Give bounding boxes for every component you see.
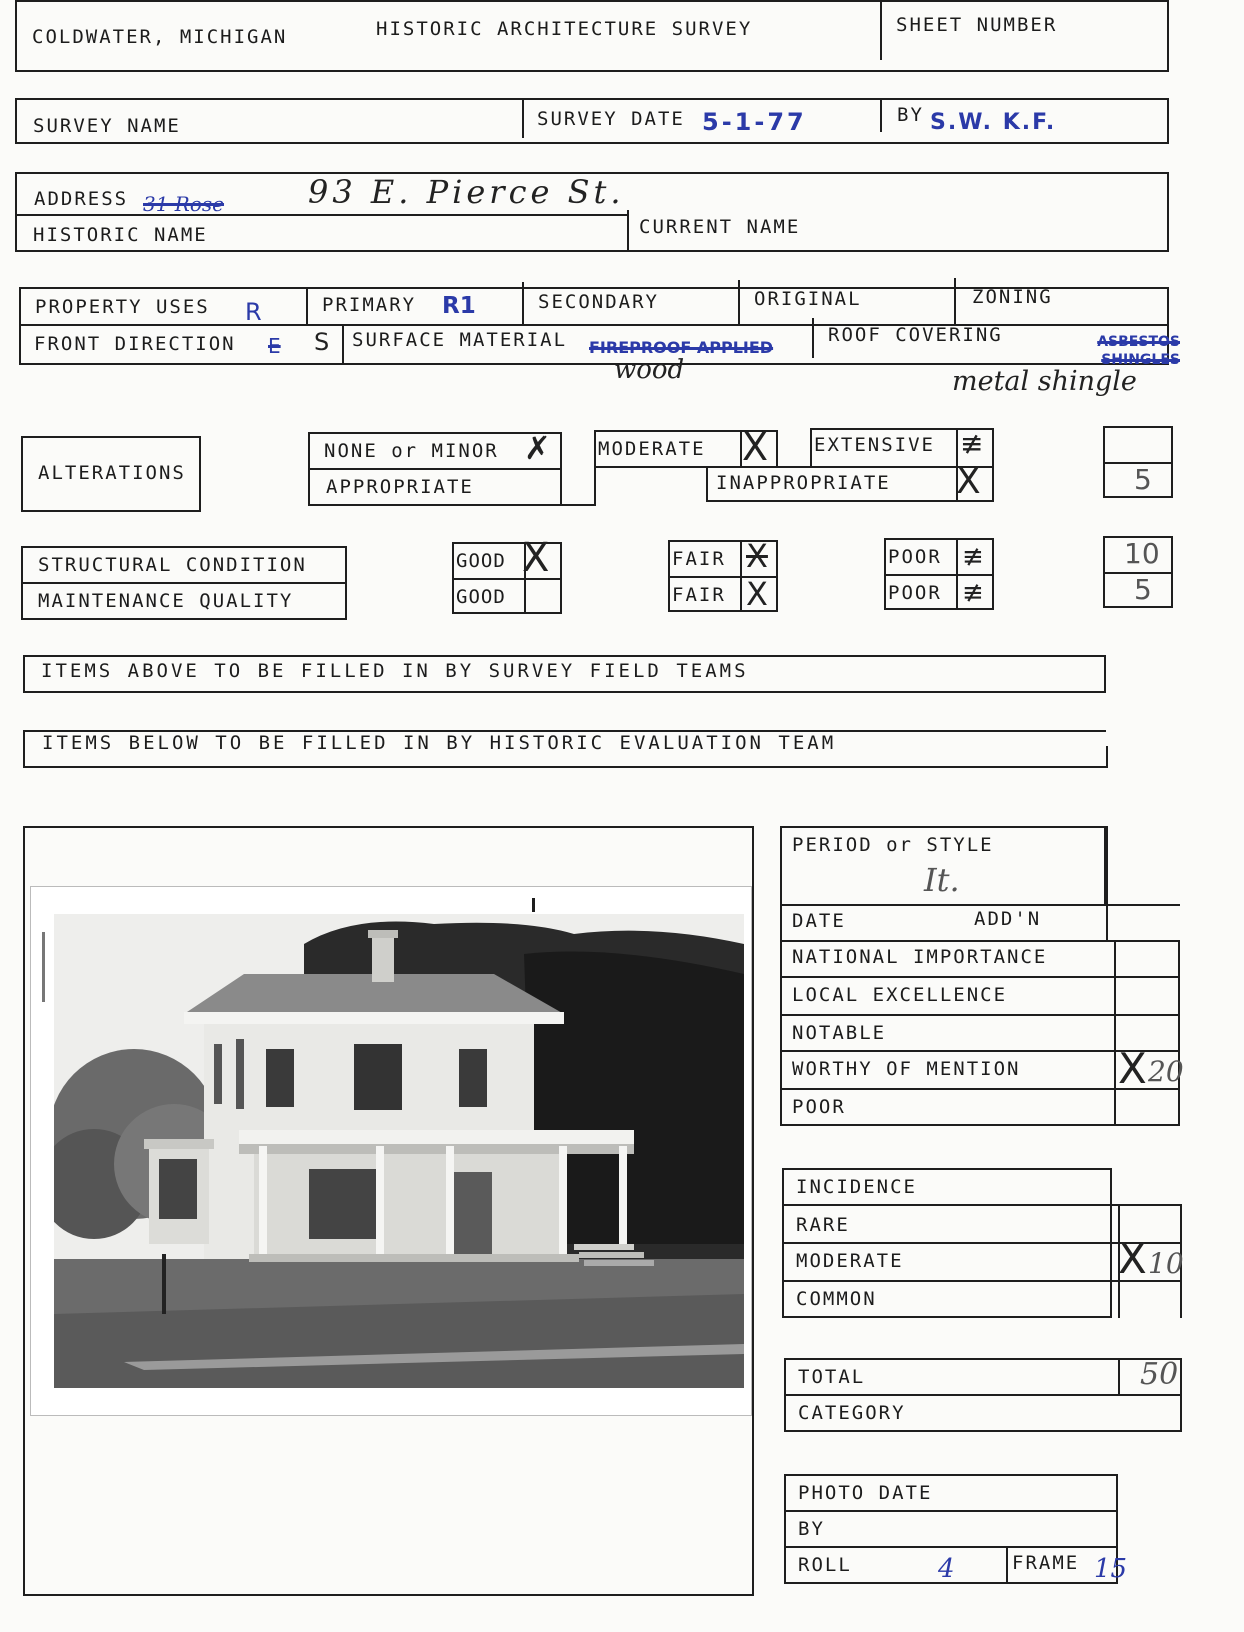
maintenance-fair-mark: X <box>746 575 768 613</box>
property-div-5 <box>342 324 344 364</box>
photo-info-div <box>1006 1546 1008 1584</box>
national-importance-label: NATIONAL IMPORTANCE <box>792 946 1048 968</box>
photo-clip-left <box>42 932 45 1002</box>
category-label: CATEGORY <box>798 1402 906 1424</box>
primary-value: R1 <box>442 293 476 319</box>
alt-score: 5 <box>1134 463 1152 496</box>
structural-score: 10 <box>1124 537 1160 570</box>
total-value: 50 <box>1140 1357 1179 1392</box>
surface-material-value: wood <box>614 355 685 385</box>
house-photograph <box>54 914 744 1388</box>
maintenance-fair-label: FAIR <box>672 584 726 606</box>
alt-div-3 <box>594 430 596 506</box>
header-divider <box>880 0 882 60</box>
eval-poor-label: POOR <box>792 1096 846 1118</box>
alt-div-9 <box>706 466 708 502</box>
survey-name-label: SURVEY NAME <box>33 115 181 137</box>
note-2-right <box>1106 746 1108 768</box>
incidence-moderate-label: MODERATE <box>796 1250 904 1272</box>
field-teams-note: ITEMS ABOVE TO BE FILLED IN BY SURVEY FIELD TEAMS <box>41 660 749 682</box>
structural-good-label: GOOD <box>456 550 506 572</box>
survey-date-label: SURVEY DATE <box>537 108 685 130</box>
photo-clip-top <box>532 898 535 912</box>
alt-moderate: MODERATE <box>598 438 706 460</box>
alt-rule-5 <box>594 466 994 468</box>
fair-div <box>740 540 742 612</box>
current-name-label: CURRENT NAME <box>639 216 801 238</box>
front-direction-label: FRONT DIRECTION <box>34 333 236 355</box>
original-label: ORIGINAL <box>754 288 862 310</box>
eval-date-label: DATE <box>792 910 846 932</box>
photo-info-rule-2 <box>784 1546 1118 1548</box>
incidence-moderate-mark: X <box>1118 1234 1147 1283</box>
property-uses-value: R <box>245 298 262 326</box>
roof-covering-label: ROOF COVERING <box>828 324 1003 346</box>
eval-rule-1 <box>780 940 1180 942</box>
alt-inappropriate: INAPPROPRIATE <box>716 472 891 494</box>
address-divider <box>627 210 629 250</box>
maintenance-poor-scribble: ≢ <box>962 578 984 608</box>
surface-material-label: SURFACE MATERIAL <box>352 329 568 351</box>
property-uses-label: PROPERTY USES <box>35 296 210 318</box>
poor-mid-rule <box>884 574 994 576</box>
alt-rule-2 <box>308 468 562 470</box>
alt-div-6 <box>810 428 812 466</box>
structural-fair-mark: X <box>746 537 768 575</box>
photo-info-rule-1 <box>784 1510 1118 1512</box>
property-div-3 <box>738 280 740 324</box>
alt-div-5 <box>776 430 778 466</box>
eval-rule-3 <box>780 1014 1180 1016</box>
notable-label: NOTABLE <box>792 1022 887 1044</box>
alt-extensive: EXTENSIVE <box>814 434 935 456</box>
survey-date-value: 5-1-77 <box>702 108 807 136</box>
city-label: COLDWATER, MICHIGAN <box>32 26 288 48</box>
alt-moderate-mark: X <box>742 425 769 469</box>
alt-inappropriate-mark: X <box>956 461 981 502</box>
maintenance-score: 5 <box>1134 573 1152 606</box>
maintenance-good-label: GOOD <box>456 586 506 608</box>
eval-div-2 <box>1114 940 1116 1126</box>
eval-rule-6 <box>780 1124 1180 1126</box>
survey-by-value: S.W. K.F. <box>930 110 1057 135</box>
condition-mid-rule <box>21 582 347 584</box>
alt-div-2 <box>560 432 562 506</box>
frame-label: FRAME <box>1012 1552 1080 1574</box>
surface-material-struck: FIREPROOF APPLIED <box>589 338 774 357</box>
historic-name-label: HISTORIC NAME <box>33 224 208 246</box>
photo-by-label: BY <box>798 1518 825 1540</box>
property-div-4 <box>954 278 956 324</box>
roll-label: ROLL <box>798 1554 852 1576</box>
front-direction-struck: E <box>268 334 281 358</box>
alt-none-minor-scribble: ✗ <box>524 429 551 467</box>
sheet-number-label: SHEET NUMBER <box>896 14 1058 36</box>
front-direction-value: S <box>314 328 330 356</box>
survey-divider-1 <box>522 100 524 138</box>
eval-addn-label: ADD'N <box>974 908 1042 930</box>
totals-mid-rule <box>784 1394 1182 1396</box>
address-value: 93 E. Pierce St. <box>308 173 625 211</box>
worthy-mark: X <box>1118 1044 1147 1093</box>
primary-label: PRIMARY <box>322 294 417 316</box>
property-div-2 <box>522 282 524 324</box>
evaluation-top-rule <box>780 826 1106 828</box>
roll-value: 4 <box>938 1554 955 1584</box>
frame-value: 15 <box>1094 1554 1128 1584</box>
secondary-label: SECONDARY <box>538 291 659 313</box>
incidence-rule-1 <box>782 1204 1182 1206</box>
common-label: COMMON <box>796 1288 877 1310</box>
photo-date-label: PHOTO DATE <box>798 1482 933 1504</box>
eval-rule-2 <box>780 976 1180 978</box>
maintenance-quality-label: MAINTENANCE QUALITY <box>38 590 294 612</box>
alt-extensive-scribble: ≢ <box>960 427 984 460</box>
maintenance-poor-label: POOR <box>888 582 942 604</box>
period-style-label: PERIOD or STYLE <box>792 834 994 856</box>
alt-rule-7 <box>706 500 994 502</box>
totals-div <box>1118 1358 1120 1394</box>
address-mid-rule <box>15 214 627 216</box>
worthy-of-mention-label: WORTHY OF MENTION <box>792 1058 1021 1080</box>
rare-label: RARE <box>796 1214 850 1236</box>
evaluation-team-note: ITEMS BELOW TO BE FILLED IN BY HISTORIC EVALUATION TEAM <box>42 732 837 754</box>
roof-covering-value: metal shingle <box>952 366 1137 397</box>
property-div-6 <box>812 318 814 358</box>
total-label: TOTAL <box>798 1366 866 1388</box>
alt-appropriate: APPROPRIATE <box>326 476 474 498</box>
structural-poor-label: POOR <box>888 546 942 568</box>
incidence-label: INCIDENCE <box>796 1176 917 1198</box>
eval-div-1 <box>1106 826 1108 940</box>
alt-div-8 <box>992 428 994 502</box>
alt-rule-3 <box>308 504 594 506</box>
structural-condition-label: STRUCTURAL CONDITION <box>38 554 307 576</box>
eval-div-3 <box>1178 940 1180 1126</box>
worthy-score: 20 <box>1148 1055 1184 1088</box>
alt-div-1 <box>308 432 310 506</box>
structural-good-mark: X <box>522 535 550 581</box>
survey-divider-2 <box>880 100 882 132</box>
poor-div <box>956 538 958 610</box>
alterations-label: ALTERATIONS <box>38 462 186 484</box>
period-style-value: It. <box>924 861 960 899</box>
local-excellence-label: LOCAL EXCELLENCE <box>792 984 1008 1006</box>
zoning-label: ZONING <box>972 286 1053 308</box>
address-label: ADDRESS <box>34 188 129 210</box>
photo-panel-top <box>23 826 754 828</box>
incidence-moderate-score: 10 <box>1148 1247 1184 1280</box>
address-struck-value: 31 Rose <box>143 192 225 216</box>
alt-none-minor: NONE or MINOR <box>324 440 499 462</box>
structural-poor-scribble: ≢ <box>962 542 984 572</box>
roof-covering-struck: ASBESTOS SHINGLES <box>1097 334 1180 368</box>
structural-fair-label: FAIR <box>672 548 726 570</box>
property-div-1 <box>306 289 308 325</box>
survey-by-label: BY <box>897 104 924 126</box>
form-title: HISTORIC ARCHITECTURE SURVEY <box>376 18 753 40</box>
